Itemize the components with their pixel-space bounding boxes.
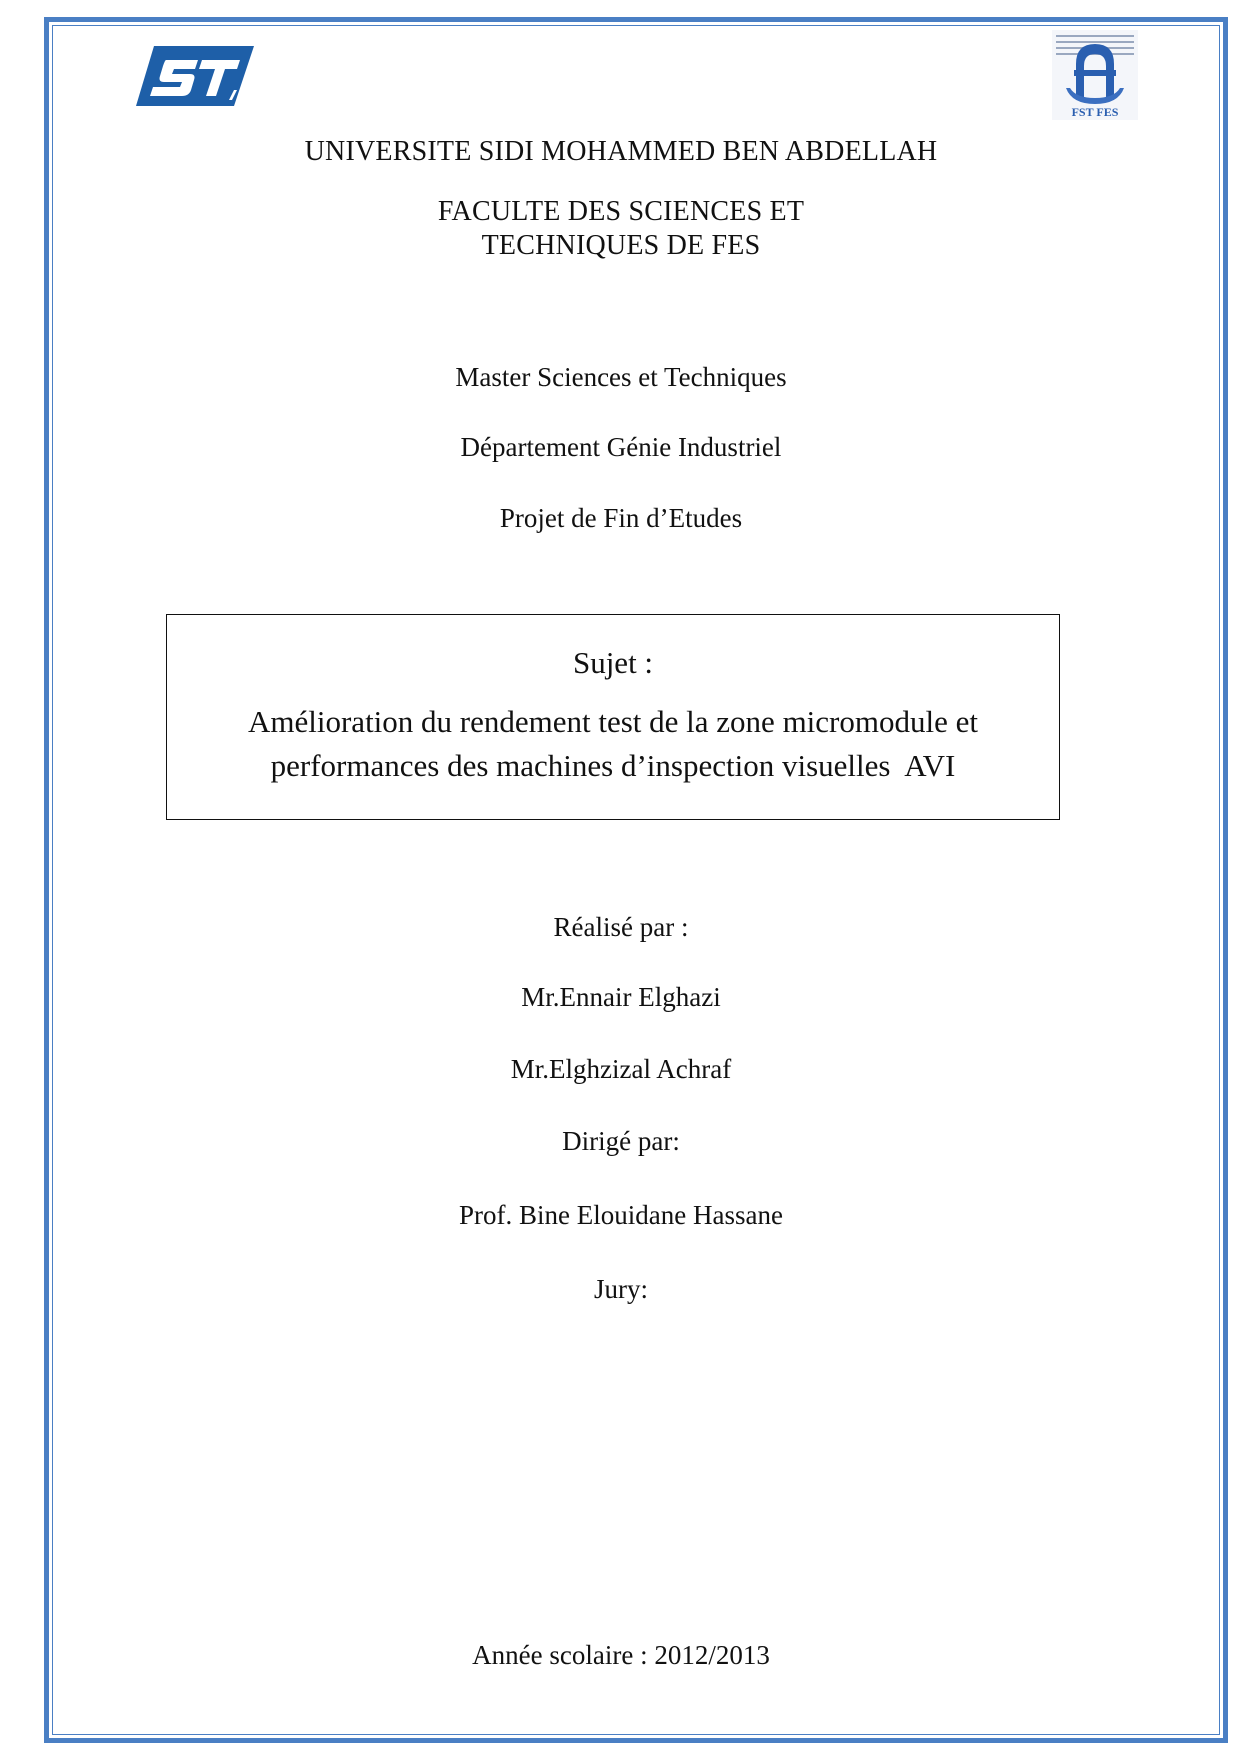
subject-title (167, 700, 1059, 788)
fst-fes-logo (1052, 30, 1138, 120)
jury-label: Jury: (594, 1274, 648, 1304)
st-logo (136, 42, 254, 110)
subject-box (166, 614, 1060, 820)
subject-title-line1: Amélioration du rendement test de la zone micromodule et (248, 704, 978, 739)
faculty-name-line2: TECHNIQUES DE FES (481, 230, 761, 261)
supervisor-name: Prof. Bine Elouidane Hassane (459, 1200, 783, 1230)
faculty-name-line1: FACULTE DES SCIENCES ET (437, 196, 805, 227)
master-program: Master Sciences et Techniques (455, 362, 787, 392)
dirige-par-label: Dirigé par: (562, 1126, 680, 1156)
fst-fes-logo-text: FST FES (1071, 105, 1119, 119)
academic-year: Année scolaire : 2012/2013 (472, 1640, 770, 1670)
department-name: Département Génie Industriel (460, 432, 782, 462)
subject-title-line2: performances des machines d’inspection visuelles AVI (270, 748, 956, 783)
page-border-inner (52, 25, 1220, 1735)
subject-label: Sujet : (572, 645, 654, 680)
realise-par-label: Réalisé par : (553, 912, 689, 942)
university-name: UNIVERSITE SIDI MOHAMMED BEN ABDELLAH (304, 136, 938, 167)
project-type: Projet de Fin d’Etudes (499, 503, 743, 533)
author-2: Mr.Elghzizal Achraf (510, 1054, 732, 1084)
author-1: Mr.Ennair Elghazi (521, 982, 721, 1012)
